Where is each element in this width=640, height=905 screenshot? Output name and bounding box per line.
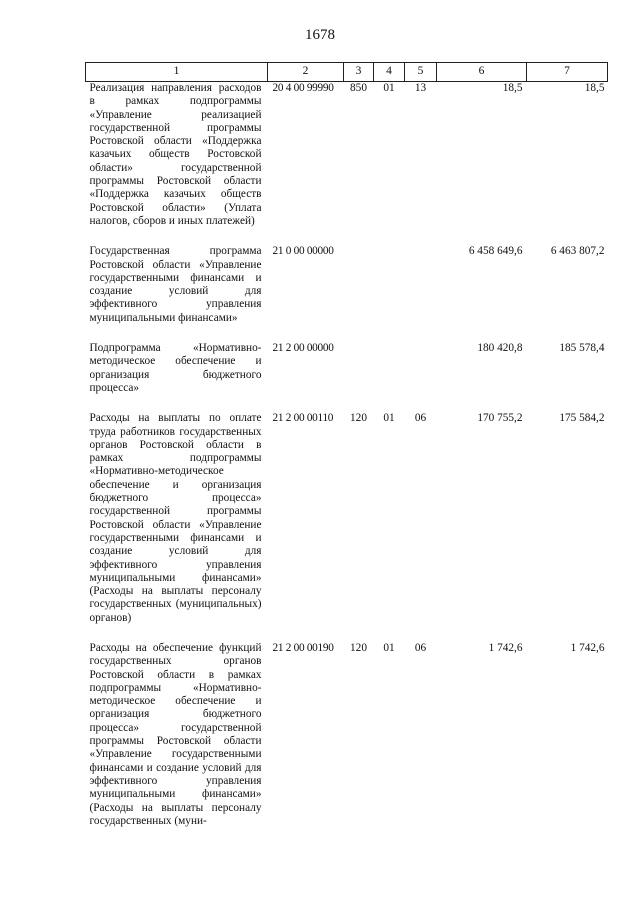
row-pr	[405, 342, 437, 412]
header-col-7: 7	[527, 63, 608, 82]
header-col-1: 1	[86, 63, 268, 82]
row-rz	[374, 342, 405, 412]
row-sum-2: 185 578,4	[559, 342, 605, 355]
row-pr: 06	[414, 641, 427, 654]
row-sum-1: 170 755,2	[477, 412, 523, 425]
table-row	[86, 412, 608, 642]
row-vr: 850	[350, 82, 367, 94]
row-name: Реализация направления расходов в рамках подпрограммы «Управление реализацией государственной программы Ростовской области «Поддержка казачьих обществ Ростовской области» государственной программы Ростовской области «Поддержка казачьих обществ Ростовской области» (Уплата налогов, сборов и иных платежей)	[89, 82, 262, 227]
row-code: 21 2 00 00000	[272, 342, 334, 355]
row-name: Расходы на выплаты по оплате труда работников государственных органов Ростовской области в рамках подпрограммы «Нормативно-методическое обеспечение и организация бюджетного процесса» государственной программы Ростовской области «Управление государственными финансами и создание условий для эффективного управления муниципальными финансами» (Расходы на выплаты персоналу государственных (муниципальных) органов)	[89, 412, 262, 624]
page-number: 1678	[305, 27, 335, 43]
row-rz: 01	[383, 412, 395, 425]
row-code: 21 2 00 00190	[272, 641, 334, 654]
header-col-3: 3	[344, 63, 374, 82]
row-sum-2: 18,5	[584, 82, 605, 94]
table-row	[86, 82, 608, 246]
row-sum-2: 175 584,2	[559, 412, 605, 425]
budget-table	[85, 62, 608, 828]
table-row	[86, 245, 608, 342]
header-col-6: 6	[437, 63, 527, 82]
row-sum-2: 1 742,6	[570, 641, 605, 654]
table-row	[86, 642, 608, 828]
row-code: 21 0 00 00000	[272, 245, 334, 258]
table-header-row	[86, 63, 608, 82]
row-name: Расходы на обеспечение функций государственных органов Ростовской области в рамках подпрограммы «Нормативно-методическое обеспечение и организация бюджетного процесса» государственной программы Ростовской области «Управление государственными финансами и создание условий для эффективного управления муниципальными финансами» (Расходы на выплаты персоналу государственных (муни-	[89, 641, 262, 827]
row-code: 21 2 00 00110	[272, 412, 334, 425]
row-sum-2: 6 463 807,2	[550, 245, 605, 258]
row-sum-1: 18,5	[502, 82, 523, 94]
row-sum-1: 180 420,8	[477, 342, 523, 355]
table-row	[86, 342, 608, 412]
row-vr	[344, 342, 374, 412]
row-name: Подпрограмма «Нормативно-методическое обеспечение и организация бюджетного процесса»	[89, 342, 262, 394]
row-rz	[374, 245, 405, 342]
row-vr: 120	[350, 641, 367, 654]
row-vr: 120	[350, 412, 367, 425]
row-rz: 01	[383, 82, 395, 94]
header-col-4: 4	[374, 63, 405, 82]
row-name: Государственная программа Ростовской области «Управление государственными финансами и создание условий для эффективного управления муниципальными финансами»	[89, 245, 262, 324]
row-pr: 13	[414, 82, 427, 94]
row-pr: 06	[414, 412, 427, 425]
row-vr	[344, 245, 374, 342]
row-pr	[405, 245, 437, 342]
header-col-2: 2	[268, 63, 344, 82]
row-sum-1: 1 742,6	[488, 641, 523, 654]
row-code: 20 4 00 99990	[272, 82, 334, 94]
row-rz: 01	[383, 641, 395, 654]
header-col-5: 5	[405, 63, 437, 82]
row-sum-1: 6 458 649,6	[468, 245, 523, 258]
